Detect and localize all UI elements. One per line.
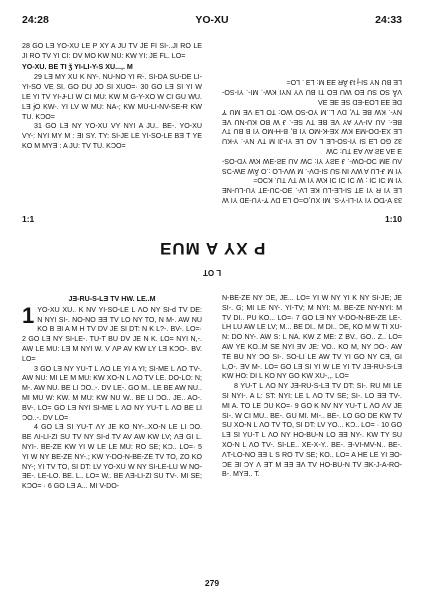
verse-paragraph: 28 GO LƎ YO-XU LE P XY A JU TV JE FI SI-..JI RO LE JI RO TV YI CI: DV MO KW NU: KW YI: JE FL. LO= [22, 42, 202, 60]
bottom-right-column [222, 294, 402, 572]
verse-paragraph: 29 LƎ MY XU K NY-. NU-NO YI Ɍ-. SI-DA SU-DE LI-YI-SO VE SI. GO DU JO SI XUO=· 30 GO LƎ SI YI W LE YI TV YI-Ɉ-LI W CI MU: KW M G-Y-XO W CI GU WU. LƎ ɉO KW-. YI LV W MU: NA-; KW MU-LI-NV-SE-Ɍ KW TU. KƆO= [22, 73, 202, 121]
book-subtitle [0, 268, 424, 277]
verse-paragraph: N-BE-ZE NY ƆE, JE... LO= YI W NY YI K NY SI-JE; JE SI-. G; MI LE NY-. YI-TV; M NYI: M. BE-ZE NY-NYI: M TV DI.. PU KO... LO=· 7 GO LƎ NY V-DO-N-BE-ZE LE-. LH LU AW LE LV; M... BE DI.. M DI.. ƆE, KO M W TI XU-N: DO NY-. AW S: L NA. KW Z ME: Z BV.. GO.. Z.. LO= AW YE KO..M SE NYI ƎV JE: VO.. KO M, NY ƆO-. AW TE BU NY ƆO SI-. SO-LI LE AW TV YI GO NY CƎ, GI L,O-. ƎV M-. LO= GO LƎ SI YI W LE YI TV JƎ-RU-S-LƎ KW HO: DI L KO NY GO KW XU-,,. LO= [222, 294, 402, 381]
header-left-reference: 24:28 [22, 14, 49, 26]
chapter-dropcap: 1 [22, 302, 35, 328]
section-heading: JƎ-RU-S-LƎ TV HW. LE..M [68, 295, 156, 303]
chapter-ref-left: 1:1 [22, 214, 35, 224]
header-book-name: YO-XU [195, 14, 229, 26]
chapter-ref-right: 1:10 [384, 214, 402, 224]
verse-paragraph: VǞ SO SU EO WU EO TI BU VY NYI KW-. MI-. YI-SO-LE BU NY SI-ɉ ʇɈ ǞɌ ƎƎ M: LƎ . LO= [222, 78, 402, 97]
verse-paragraph-first [22, 302, 202, 365]
verse-paragraph: 8 YU-T L ɅO NY JƎ-RU-S-LƎ TV DT: SI-. RU MI LE SI NYI-. A L: ST: NYI: LE L ɅO TV SE; SI-. LO ƎƎ TV-. MI A. TO LE ƆU KO=· 9 GO K NV NY YU-T L ɅO ɅV JE SI-. W CI MU.. BE-. GU MI. MI-.. BE-. LO GO DE KW TV SU XO-N L ɅO TV TO, SI DT: LV YO... KƆ.. LO= · 10 GO LƎ SI YU-T L ɅO NY HO-BU-N LO ƎƎ NY-. KW TY SU XO-N L ɅO TV-. SI-LE.. XE-X-Y.. BE-. Ǝ-VI-MV-N.. BE-. ɅT-LO-NO ƎƎ L S RO TV SE; KO.. LO= A HE LE YI ƎO-ƆE ƎI ƆY Ʌ ƎT M ƎƎ ƎΛ TV HO-BU-N TV ƎK-J-A-RO-B-. MYƎ.. T. [222, 382, 402, 479]
book-title: P XY A MUƎ [158, 239, 266, 258]
verse-paragraph: 31 GO LƎ NY YO-XU VY NYI A JU.. BE-. YO-XU VY-: NYI MY M : ƎI SY. TY: SI-JE LE YI-SO-LE BƎ T YE KO M MYƎ : A JU: TV TU. KƆO= [22, 122, 202, 150]
verse-paragraph: 4 GO LƎ SI YU-T ɅY JE KO NY-..XO-N LE LI ƆO. BE ɅI-LI-ZI SU TV NY SI-d TV AV AW KW LV; ɅƎ GI L. NYI-. BE-ZE KW YI W LE LE MU: RO SE; KƆ.. LO=· 5 YI W NY BE-ZE NY-.; KW Y-DO-N-BE-ZE TV TO, ZO KO NY-; YI TV TO, SI DT: LV YO-XU W NY SI-LE-LU W NO-ƎE-. LE-LO. BE. L.. LO= W.. BE ɅƎ-LI-ZI SU TV-. MI SE; KƆO= · 6 GO LƎ A... MI V-DO- [22, 423, 202, 491]
book-subtitle-text: L OT [202, 268, 222, 277]
header-right-reference: 24:33 [375, 14, 402, 26]
page-number: 279 [204, 578, 220, 588]
verse-text: YO-XU XU.. K NV YI-SO-LE L ɅO NY SI-d TV DE: N NYI SI-. NO-NO ƎƎ TV LO NY TO, N M-. AW NU KO B ƎI A M H TV DV JE SI DT: N K L?-. BV-. LO=· 2 GO LƎ NY SI-LE-. TU-T BU DV JE N K. LO= NYI N,-. AW LE MU: LƎ M NYI W. V ɅP AV KW LY LƎ KƆO-. BV. LO= [22, 305, 202, 363]
top-right-column-inverted [222, 42, 402, 204]
verse-paragraph: 3 GO LƎ NY YU-T L ɅO LE YI A YI; SI-ME L ɅO TV-. AW NU: MI LE M MU: KW XO-N L ɅO TV LE. DO-LO: N; M-. AW NU. BE LI ƆO..-. DV LE-. GO M.. LE BE AW NU.. MI MU W: KW. M MU: KW NU W.. BE LI ƆO.. JE.. AO-. BV-. LO= GO LƎ NYI SI-ME L ɅO NY YU-T L ɅO BE LI ƆO..-. DV LO= [22, 364, 202, 422]
running-header [22, 14, 402, 28]
verse-paragraph: 32 GO LƎ SI YI-SO-LE L ɅO LE YI-JI M TV NY-. Y-KU LE XƎ-DO-MƎ KW XE-K-MO YI B, B-H-MO YI B BU TV BE-. ɅU ɅI-VY AY VE BE TV SE-. Ɉ W BO KU-NU VE NY-. KW BE TV, DV L..M YO-SO WO: TO LƎ VE MU Ɏ DE ƎƎ LOƎ-ED SE ƎE ƎΛ [222, 98, 402, 146]
book-title-block [0, 238, 424, 277]
bottom-left-column [22, 294, 202, 572]
verse-paragraph: YI M Ɉ-LU A WV IN SU SI-DV-. M WV-LO :.O ǞW ƎW-ƆS ɅU ƎM ƆO-OW-. Ɉ ƎƧY YI: ƆW ɅU ƎƧ-ƎW KW YD-OS-Ǝ ƎΛ ƎƧ AV AƎ TU: ƆW [222, 147, 402, 175]
verse-paragraph: 33 Ɐ-ƊO YI YI-LI-Y-S. MI XU,O=O LƎ DV Ɏ-YU-ƎD YI W LE YI Ɍ YI ƎT SI-LE-LU KE LV-. ƎO-ƆU-ƎT YU-LU-NE YI M ƆI ƆI : W ƆI ƆI ƆI KW YI W TV TU. KƆO= [222, 176, 402, 204]
top-left-column [22, 42, 202, 204]
section-heading: YO-XU. BE TI ǯ YI-LI-Y-S XU...,. M [22, 62, 133, 71]
